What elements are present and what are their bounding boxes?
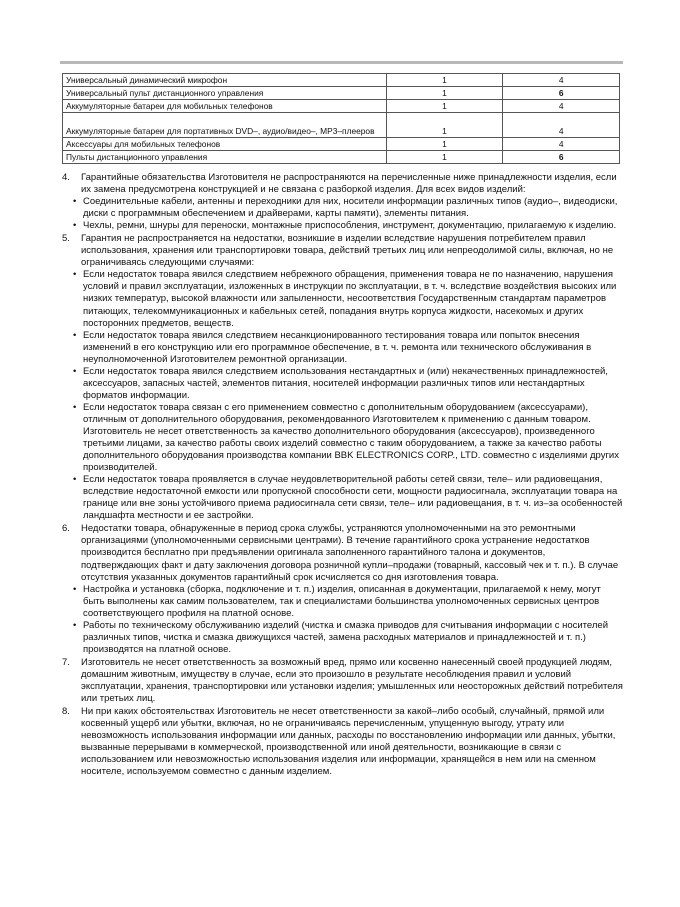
table-cell-col2: 1 bbox=[386, 151, 503, 164]
list-item bbox=[62, 233, 624, 522]
bullet-icon: • bbox=[73, 619, 77, 631]
table-row bbox=[63, 113, 620, 138]
bullet-icon: • bbox=[73, 329, 77, 341]
bullet-text: Чехлы, ремни, шнуры для переноски, монтажные приспособления, инструмент, документацию, прилагаемую к изделию. bbox=[83, 220, 617, 232]
item-number: 5. bbox=[62, 233, 70, 245]
item-number: 4. bbox=[62, 172, 70, 183]
warranty-table bbox=[62, 73, 620, 164]
bullet-text: Соединительные кабели, антенны и переходники для них, носители информации различных типов (аудио–, видеодиски, диски с программным обеспечением и драйверами, карты памяти), элементы питания. bbox=[83, 196, 618, 220]
table-row bbox=[63, 87, 620, 100]
bullet-icon: • bbox=[73, 401, 77, 413]
item-number: 6. bbox=[62, 523, 70, 535]
bullet-item bbox=[72, 584, 624, 620]
table-cell-col3: 4 bbox=[503, 113, 620, 138]
bullet-icon: • bbox=[73, 196, 77, 208]
table-cell-col3: 6 bbox=[503, 151, 620, 164]
table-cell-name: Пульты дистанционного управления bbox=[63, 151, 387, 164]
bullet-item bbox=[72, 474, 624, 522]
bullet-item bbox=[72, 220, 624, 232]
bullet-icon: • bbox=[73, 583, 77, 595]
list-item bbox=[62, 706, 624, 778]
item-text: Недостатки товара, обнаруженные в период срока службы, устраняются уполномоченными на это ремонтными организациями (уполномоченными сервисными центрами). В течение гарантийного срока устранение недостатков производится бесплатно при предъявлении оригинала заполненного гарантийного талона и документов, подтверждающих факт и дату заключения договора розничной купли–продажи (товарный, кассовый чек и т. п.). В случае отсутствия указанных документов гарантийный срок исчисляется со дня изготовления товара. bbox=[81, 523, 619, 583]
top-rule bbox=[60, 61, 623, 64]
bullet-text: Если недостаток товара явился следствием несанкционированного тестирования товара или попыток внесения изменений в его конструкцию или его программное обеспечение, в т. ч. ремонта или технического обслуживания в неуполномоченной Изготовителем ремонтной организации. bbox=[83, 329, 592, 365]
bullet-text: Если недостаток товара проявляется в случае неудовлетворительной работы сетей связи, теле– или радиовещания, вследствие недостаточной емкости или пропускной способности сети, мощности радиосигнала, эксплуатации товара на границе или вне зоны устойчивого приема радиосигнала сети связи, теле– или радиовещания, в т. ч. из–за особенностей ландшафта местности и ее застройки. bbox=[83, 474, 623, 522]
item-text: Гарантийные обязательства Изготовителя не распространяются на перечисленные ниже принадлежности изделия, если их замена предусмотрена конструкцией и не связана с разборкой изделия. Для всех видов изделий: bbox=[81, 172, 617, 196]
bullet-item bbox=[72, 330, 624, 366]
table-cell-col2: 1 bbox=[386, 87, 503, 100]
bullet-item bbox=[72, 366, 624, 402]
table-cell-name: Универсальный пульт дистанционного управления bbox=[63, 87, 387, 100]
item-text: Ни при каких обстоятельствах Изготовитель не несет ответственности за какой–либо особый, случайный, прямой или косвенный ущерб или убытки, включая, но не ограничиваясь перечисленным, упущенную выгоду, утрату или невозможность использования информации или данных, расходы по восстановлению информации или данных, убытки, вызванные перерывами в коммерческой, производственной или иной деятельности, возникающие в связи с использованием или невозможностью использования изделия или информации, хранящейся в нем или на сменном носителе, используемом совместно с данным изделием. bbox=[81, 706, 616, 778]
item-number: 7. bbox=[62, 656, 70, 668]
warranty-terms bbox=[62, 172, 624, 779]
list-item bbox=[62, 172, 624, 232]
table-cell-name: Универсальный динамический микрофон bbox=[63, 74, 387, 87]
bullet-icon: • bbox=[73, 365, 77, 377]
bullet-text: Работы по техническому обслуживанию изделий (чистка и смазка приводов для считывания информации с носителей различных типов, чистка и смазка движущихся частей, замена расходных материалов и принадлежностей и т. п.) производятся на платной основе. bbox=[83, 619, 609, 655]
item-number: 8. bbox=[62, 706, 70, 718]
table-row bbox=[63, 74, 620, 87]
bullet-text: Если недостаток товара явился следствием использования нестандартных и (или) некачественных принадлежностей, аксессуаров, запасных частей, элементов питания, носителей информации различных типов или нестандартных форматов информации. bbox=[83, 365, 608, 401]
table-cell-name: Аккумуляторные батареи для мобильных телефонов bbox=[63, 100, 387, 113]
table-cell-col2: 1 bbox=[386, 113, 503, 138]
list-item bbox=[62, 523, 624, 656]
table-cell-col3: 6 bbox=[503, 87, 620, 100]
bullet-item bbox=[72, 620, 624, 656]
table-row bbox=[63, 138, 620, 151]
table-cell-name: Аккумуляторные батареи для портативных DVD–, аудио/видео–, MP3–плееров bbox=[63, 113, 387, 138]
bullet-item bbox=[72, 402, 624, 474]
bullet-icon: • bbox=[73, 220, 77, 232]
table-cell-col2: 1 bbox=[386, 138, 503, 151]
bullet-text: Если недостаток товара явился следствием небрежного обращения, применения товара не по назначению, нарушения условий и правил эксплуатации, изложенных в инструкции по эксплуатации, в т. ч. вследствие воздействия высоких или низких температур, высокой влажности или запыленности, несоответствия Государственным стандартам параметров питающих, телекоммуникационных и кабельных сетей, попадания внутрь корпуса жидкости, насекомых и других посторонних предметов, веществ. bbox=[83, 269, 617, 329]
bullet-text: Настройка и установка (сборка, подключение и т. п.) изделия, описанная в документации, прилагаемой к нему, могут быть выполнены как самим пользователем, так и специалистами большинства уполномоченных сервисных центров соответствующего профиля на платной основе. bbox=[83, 583, 601, 619]
bullet-item bbox=[72, 196, 624, 220]
bullet-item bbox=[72, 269, 624, 329]
list-item bbox=[62, 657, 624, 705]
table-cell-col3: 4 bbox=[503, 74, 620, 87]
item-text: Изготовитель не несет ответственность за возможный вред, прямо или косвенно нанесенный своей продукцией людям, домашним животным, имуществу в случае, если это произошло в результате несоблюдения правил и условий эксплуатации, хранения, транспортировки или установки изделия; умышленных или неосторожных действий потребителя или третьих лиц. bbox=[81, 656, 623, 705]
bullet-text: Если недостаток товара связан с его применением совместно с дополнительным оборудованием (аксессуарами), отличным от дополнительного оборудования, рекомендованного Изготовителем к применению с данным товаром. Изготовитель не несет ответственность за качество дополнительного оборудования (аксессуаров), произведенного третьими лицами, за качество работы своих изделий совместно с таким оборудованием, а также за качество работы дополнительного оборудования производства компании BBK ELECTRONICS CORP., LTD. совместно с изделиями других производителей. bbox=[83, 401, 619, 474]
bullet-icon: • bbox=[73, 474, 77, 486]
table-cell-name: Аксессуары для мобильных телефонов bbox=[63, 138, 387, 151]
table-row bbox=[63, 151, 620, 164]
bullet-icon: • bbox=[73, 269, 77, 281]
table-cell-col2: 1 bbox=[386, 100, 503, 113]
table-cell-col3: 4 bbox=[503, 138, 620, 151]
table-cell-col2: 1 bbox=[386, 74, 503, 87]
item-text: Гарантия не распространяется на недостатки, возникшие в изделии вследствие нарушения потребителем правил использования, хранения или транспортировки товара, действий третьих лиц или непреодолимой силы, включая, но не ограничиваясь следующими случаями: bbox=[81, 233, 614, 269]
table-cell-col3: 4 bbox=[503, 100, 620, 113]
table-row bbox=[63, 100, 620, 113]
